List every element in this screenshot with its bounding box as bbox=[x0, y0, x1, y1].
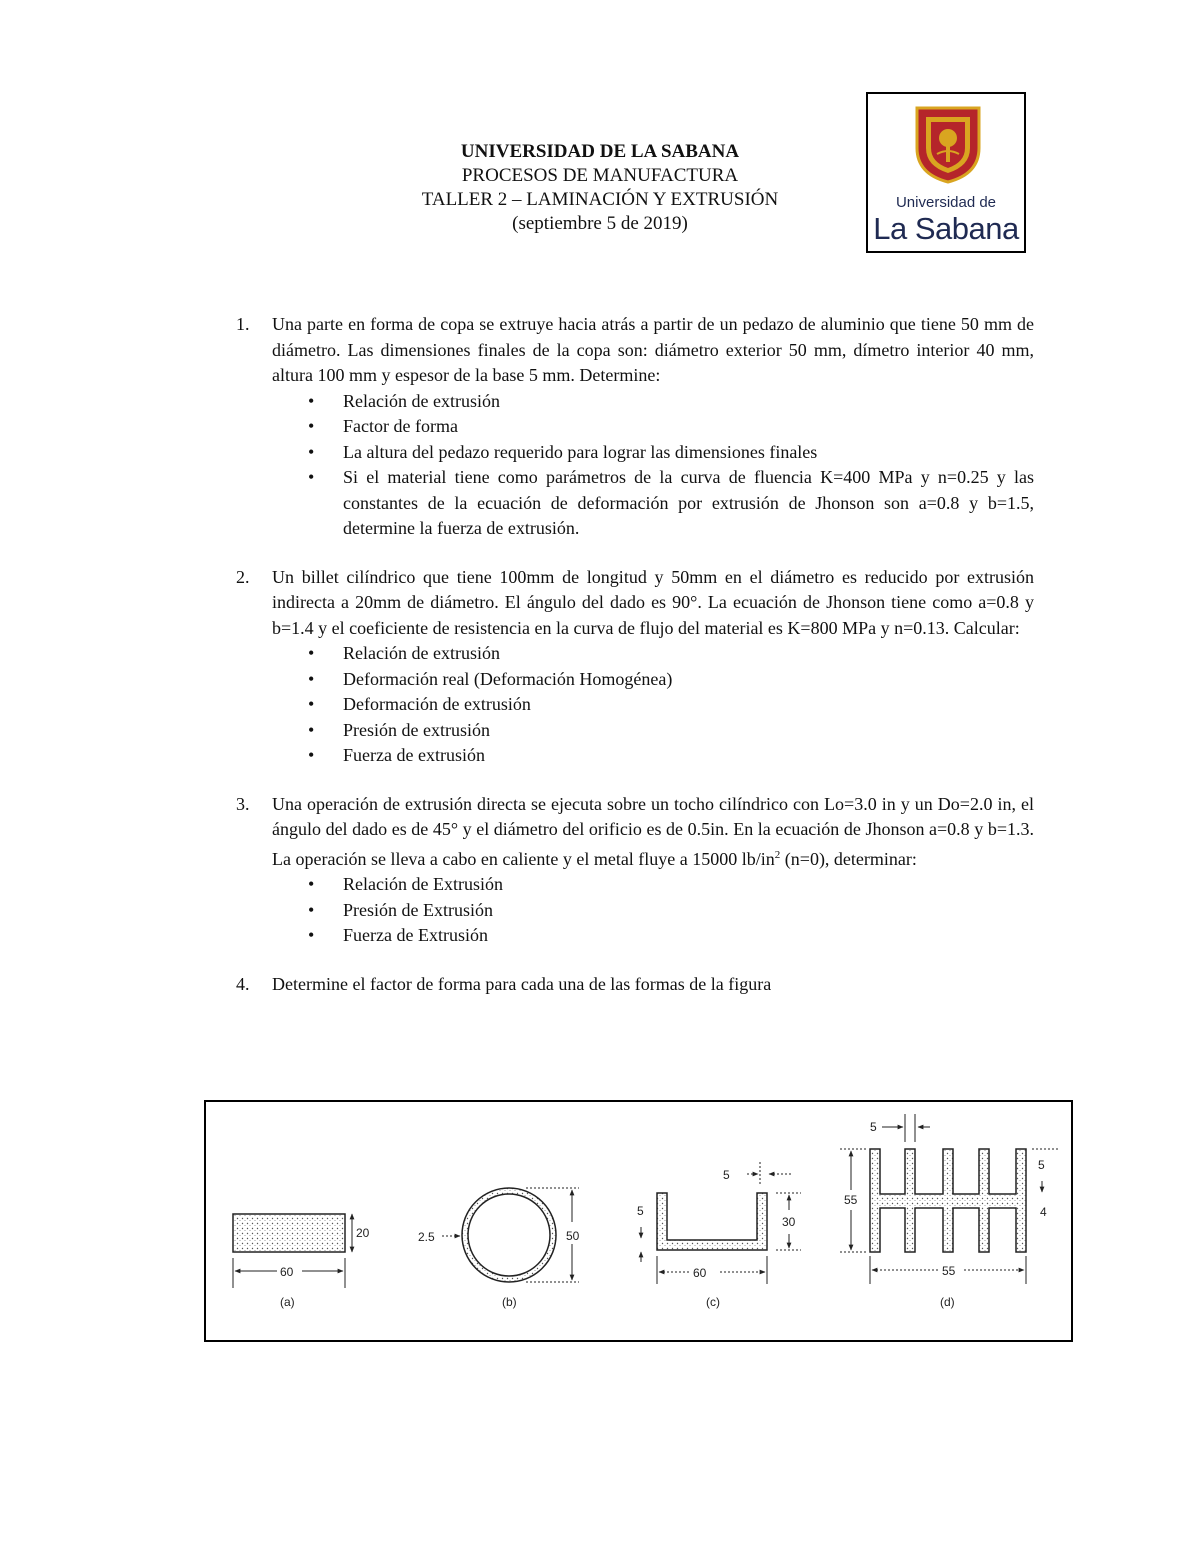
course-title: PROCESOS DE MANUFACTURA bbox=[461, 165, 739, 186]
list-item: • Fuerza de extrusión bbox=[272, 743, 1034, 769]
problem-1 bbox=[232, 312, 1034, 542]
label-a-height: 20 bbox=[356, 1226, 370, 1240]
bullet-icon: • bbox=[308, 416, 315, 436]
problem-list bbox=[232, 312, 1034, 1020]
label-c-height: 30 bbox=[782, 1215, 796, 1229]
label-d-top: 5 bbox=[870, 1120, 877, 1134]
bullet-list bbox=[272, 872, 1034, 949]
bullet-icon: • bbox=[308, 643, 315, 663]
figure-shapes bbox=[204, 1100, 1073, 1342]
list-item: • Deformación real (Deformación Homogénea) bbox=[272, 667, 1034, 693]
problem-number: 4. bbox=[236, 973, 250, 994]
university-logo bbox=[866, 92, 1026, 253]
list-item: • La altura del pedazo requerido para lograr las dimensiones finales bbox=[272, 440, 1034, 466]
bullet-icon: • bbox=[308, 668, 315, 689]
problem-statement: Determine el factor de forma para cada una de las formas de la figura bbox=[272, 973, 772, 994]
shape-b bbox=[418, 1188, 580, 1309]
document-header bbox=[300, 140, 900, 236]
label-c-top: 5 bbox=[637, 1204, 644, 1218]
caption-a: (a) bbox=[280, 1295, 295, 1309]
logo-line1: Universidad de bbox=[895, 194, 997, 211]
label-c-width: 60 bbox=[693, 1266, 707, 1280]
label-d-right-top: 5 bbox=[1038, 1158, 1045, 1172]
bullet-icon: • bbox=[308, 745, 315, 765]
problem-statement: Una operación de extrusión directa se ejecuta sobre un tocho cilíndrico con Lo=3.0 in y un Do=2.0 in, el ángulo del dado es de 45° y el diámetro del orificio es de 0.5in. En la ecuación de Jhonson a=0.8 y b=1.3. La operación se lleva a cabo en caliente y el metal fluye a 15000 $lb/in^2$ (n=0), determinar: bbox=[272, 793, 1034, 869]
bullet-list bbox=[272, 641, 1034, 769]
list-item: • Factor de forma bbox=[272, 414, 1034, 440]
problem-number: 3. bbox=[236, 793, 250, 814]
list-item: • Presión de Extrusión bbox=[272, 898, 1034, 924]
shape-a bbox=[233, 1214, 370, 1309]
shape-c bbox=[637, 1162, 801, 1309]
bullet-icon: • bbox=[308, 441, 315, 462]
list-item: • Relación de extrusión bbox=[272, 389, 1034, 415]
bullet-list bbox=[272, 389, 1034, 542]
problem-2 bbox=[232, 565, 1034, 769]
university-shield-icon bbox=[913, 104, 983, 184]
bullet-icon: • bbox=[308, 899, 315, 920]
label-d-width: 55 bbox=[942, 1264, 956, 1278]
bullet-icon: • bbox=[308, 719, 315, 740]
problem-number: 2. bbox=[236, 566, 250, 587]
label-d-height: 55 bbox=[844, 1193, 858, 1207]
caption-b: (b) bbox=[502, 1295, 517, 1309]
list-item: • Relación de Extrusión bbox=[272, 872, 1034, 898]
list-item: • Si el material tiene como parámetros de la curva de fluencia K=400 MPa y n=0.25 y las constantes de la ecuación de deformación por extrusión de Jhonson son a=0.8 y b=1.5, determine la fuerza de extrusión. bbox=[308, 467, 1034, 538]
label-b-wall: 2.5 bbox=[418, 1230, 435, 1244]
bullet-icon: • bbox=[308, 874, 315, 894]
problem-statement: Una parte en forma de copa se extruye hacia atrás a partir de un pedazo de aluminio que tiene 50 mm de diámetro. Las dimensiones finales de la copa son: diámetro exterior 50 mm, dímetro interior 40 mm, altura 100 mm y espesor de la base 5 mm. Determine: bbox=[272, 314, 1034, 385]
problem-number: 1. bbox=[236, 314, 250, 334]
list-item: • Fuerza de Extrusión bbox=[272, 923, 1034, 949]
label-a-width: 60 bbox=[280, 1265, 294, 1279]
university-title: UNIVERSIDAD DE LA SABANA bbox=[460, 141, 740, 162]
logo-line2: La Sabana bbox=[873, 211, 1019, 246]
bullet-icon: • bbox=[308, 467, 315, 487]
workshop-title: TALLER 2 – LAMINACIÓN Y EXTRUSIÓN bbox=[421, 189, 779, 210]
label-c-wall: 5 bbox=[723, 1168, 730, 1182]
list-item: • Deformación de extrusión bbox=[272, 692, 1034, 718]
shape-d bbox=[840, 1114, 1058, 1309]
figure-drawing bbox=[206, 1102, 1071, 1340]
caption-c: (c) bbox=[706, 1295, 720, 1309]
bullet-icon: • bbox=[308, 390, 315, 411]
label-d-right-bottom: 4 bbox=[1040, 1205, 1047, 1219]
label-b-diameter: 50 bbox=[566, 1229, 580, 1243]
list-item: • Relación de extrusión bbox=[272, 641, 1034, 667]
problem-4 bbox=[232, 972, 1034, 998]
bullet-icon: • bbox=[308, 925, 315, 945]
problem-statement: Un billet cilíndrico que tiene 100mm de longitud y 50mm en el diámetro es reducido por extrusión indirecta a 20mm de diámetro. El ángulo del dado es 90°. La ecuación de Jhonson tiene como a=0.8 y b=1.4 y el coeficiente de resistencia en la curva de flujo del material es K=800 MPa y n=0.13. Calcular: bbox=[272, 566, 1034, 638]
list-item: • Presión de extrusión bbox=[272, 718, 1034, 744]
document-date: (septiembre 5 de 2019) bbox=[512, 213, 688, 234]
problem-3 bbox=[232, 792, 1034, 949]
bullet-icon: • bbox=[308, 694, 315, 714]
caption-d: (d) bbox=[940, 1295, 955, 1309]
